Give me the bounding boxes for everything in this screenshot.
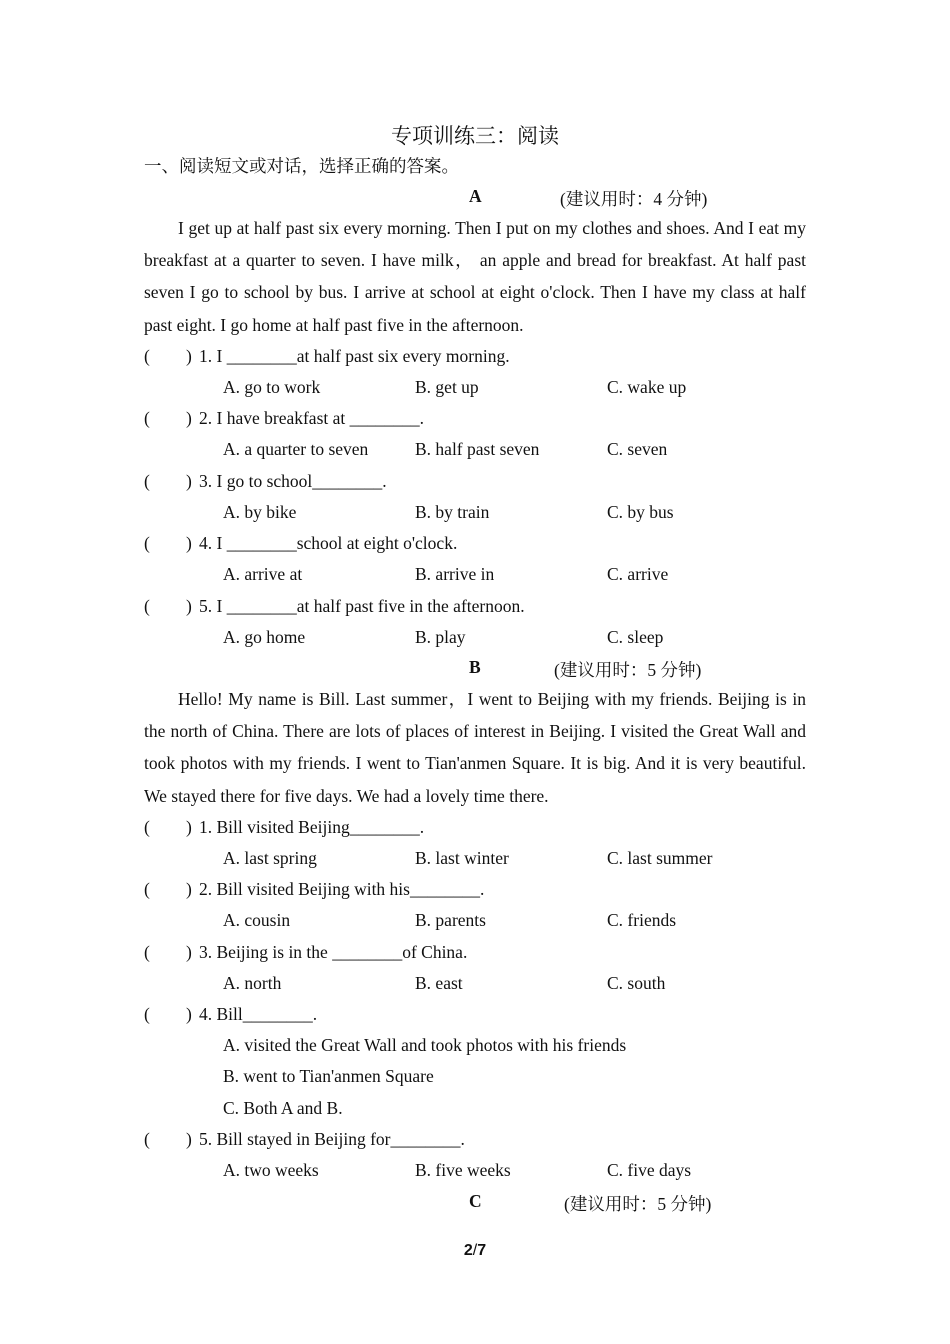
answer-bracket-open: ( [144, 1129, 150, 1149]
question-text: 1. Bill visited Beijing________. [199, 817, 425, 837]
part-a-passage: I get up at half past six every morning. Then I put on my clothes and shoes. And I eat my breakfast at a quarter to seven. I have milk， an apple and bread for breakfast. At half past seven I go to school by bus. I arrive at school at eight o'clock. Then I have my class at half past eight. I go home at half past five in the afternoon. [144, 218, 806, 335]
option-a: A. by bike [223, 502, 297, 522]
answer-bracket-open: ( [144, 596, 150, 616]
part-a-time-note: (建议用时：4 分钟) [560, 189, 708, 209]
option-a: A. two weeks [223, 1160, 319, 1180]
question-text: 2. I have breakfast at ________. [199, 408, 424, 428]
option-c: C. arrive [607, 564, 669, 584]
option-b: B. east [415, 973, 463, 993]
answer-bracket-open: ( [144, 879, 150, 899]
option-a: A. north [223, 973, 282, 993]
option-b: B. half past seven [415, 439, 540, 459]
part-b-passage: Hello! My name is Bill. Last summer，I went to Beijing with my friends. Beijing is in the north of China. There are lots of places of interest in Beijing. I visited the Great Wall and took photos with my friends. I went to Tian'anmen Square. It is big. And it is very beautiful. We stayed there for five days. We had a lovely time there. [144, 689, 806, 806]
answer-bracket-open: ( [144, 817, 150, 837]
option-a: A. last spring [223, 848, 317, 868]
option-c: C. sleep [607, 627, 664, 647]
answer-bracket-close: ) [186, 817, 192, 837]
option-c: C. seven [607, 439, 668, 459]
current-page: 2 [463, 1242, 473, 1259]
page-title: 专项训练三：阅读 [391, 124, 559, 148]
option-a: A. cousin [223, 910, 291, 930]
question-text: 3. I go to school________. [199, 471, 387, 491]
part-c-label: C [469, 1191, 482, 1211]
answer-bracket-close: ) [186, 533, 192, 553]
part-b-label: B [469, 657, 481, 677]
answer-bracket-close: ) [186, 1129, 192, 1149]
answer-bracket-open: ( [144, 346, 150, 366]
option-b: B. parents [415, 910, 486, 930]
answer-bracket-open: ( [144, 1004, 150, 1024]
question-text: 5. I ________at half past five in the afternoon. [199, 596, 525, 616]
answer-bracket-close: ) [186, 942, 192, 962]
option-b: B. last winter [415, 848, 509, 868]
option-c: C. five days [607, 1160, 692, 1180]
answer-bracket-close: ) [186, 879, 192, 899]
part-a-label: A [469, 186, 482, 206]
option-b: B. arrive in [415, 564, 495, 584]
question-text: 2. Bill visited Beijing with his________. [199, 879, 485, 899]
page-number [0, 1242, 950, 1260]
option-a: A. go to work [223, 377, 321, 397]
option-c: C. by bus [607, 502, 674, 522]
answer-bracket-open: ( [144, 942, 150, 962]
question-text: 3. Beijing is in the ________of China. [199, 942, 468, 962]
option-b: B. five weeks [415, 1160, 511, 1180]
total-pages: 7 [477, 1242, 487, 1259]
answer-bracket-close: ) [186, 596, 192, 616]
option-c: C. friends [607, 910, 677, 930]
answer-bracket-open: ( [144, 408, 150, 428]
option-b: B. by train [415, 502, 490, 522]
option-c: C. south [607, 973, 666, 993]
section-heading: 一、阅读短文或对话，选择正确的答案。 [144, 156, 459, 176]
page-separator: / [472, 1242, 478, 1259]
answer-bracket-open: ( [144, 533, 150, 553]
option-a: A. visited the Great Wall and took photos with his friends [223, 1035, 627, 1055]
answer-bracket-close: ) [186, 471, 192, 491]
part-c-time-note: (建议用时：5 分钟) [564, 1194, 712, 1214]
question-text: 4. I ________school at eight o'clock. [199, 533, 458, 553]
part-b-time-note: (建议用时：5 分钟) [554, 660, 702, 680]
option-c: C. wake up [607, 377, 687, 397]
question-text: 4. Bill________. [199, 1004, 318, 1024]
answer-bracket-close: ) [186, 1004, 192, 1024]
option-a: A. arrive at [223, 564, 303, 584]
option-a: A. a quarter to seven [223, 439, 369, 459]
option-c: C. last summer [607, 848, 713, 868]
option-b: B. play [415, 627, 466, 647]
answer-bracket-close: ) [186, 346, 192, 366]
option-b: B. went to Tian'anmen Square [223, 1066, 434, 1086]
question-text: 1. I ________at half past six every morning. [199, 346, 510, 366]
answer-bracket-open: ( [144, 471, 150, 491]
option-b: B. get up [415, 377, 479, 397]
option-c: C. Both A and B. [223, 1098, 343, 1118]
question-text: 5. Bill stayed in Beijing for________. [199, 1129, 465, 1149]
option-a: A. go home [223, 627, 306, 647]
answer-bracket-close: ) [186, 408, 192, 428]
